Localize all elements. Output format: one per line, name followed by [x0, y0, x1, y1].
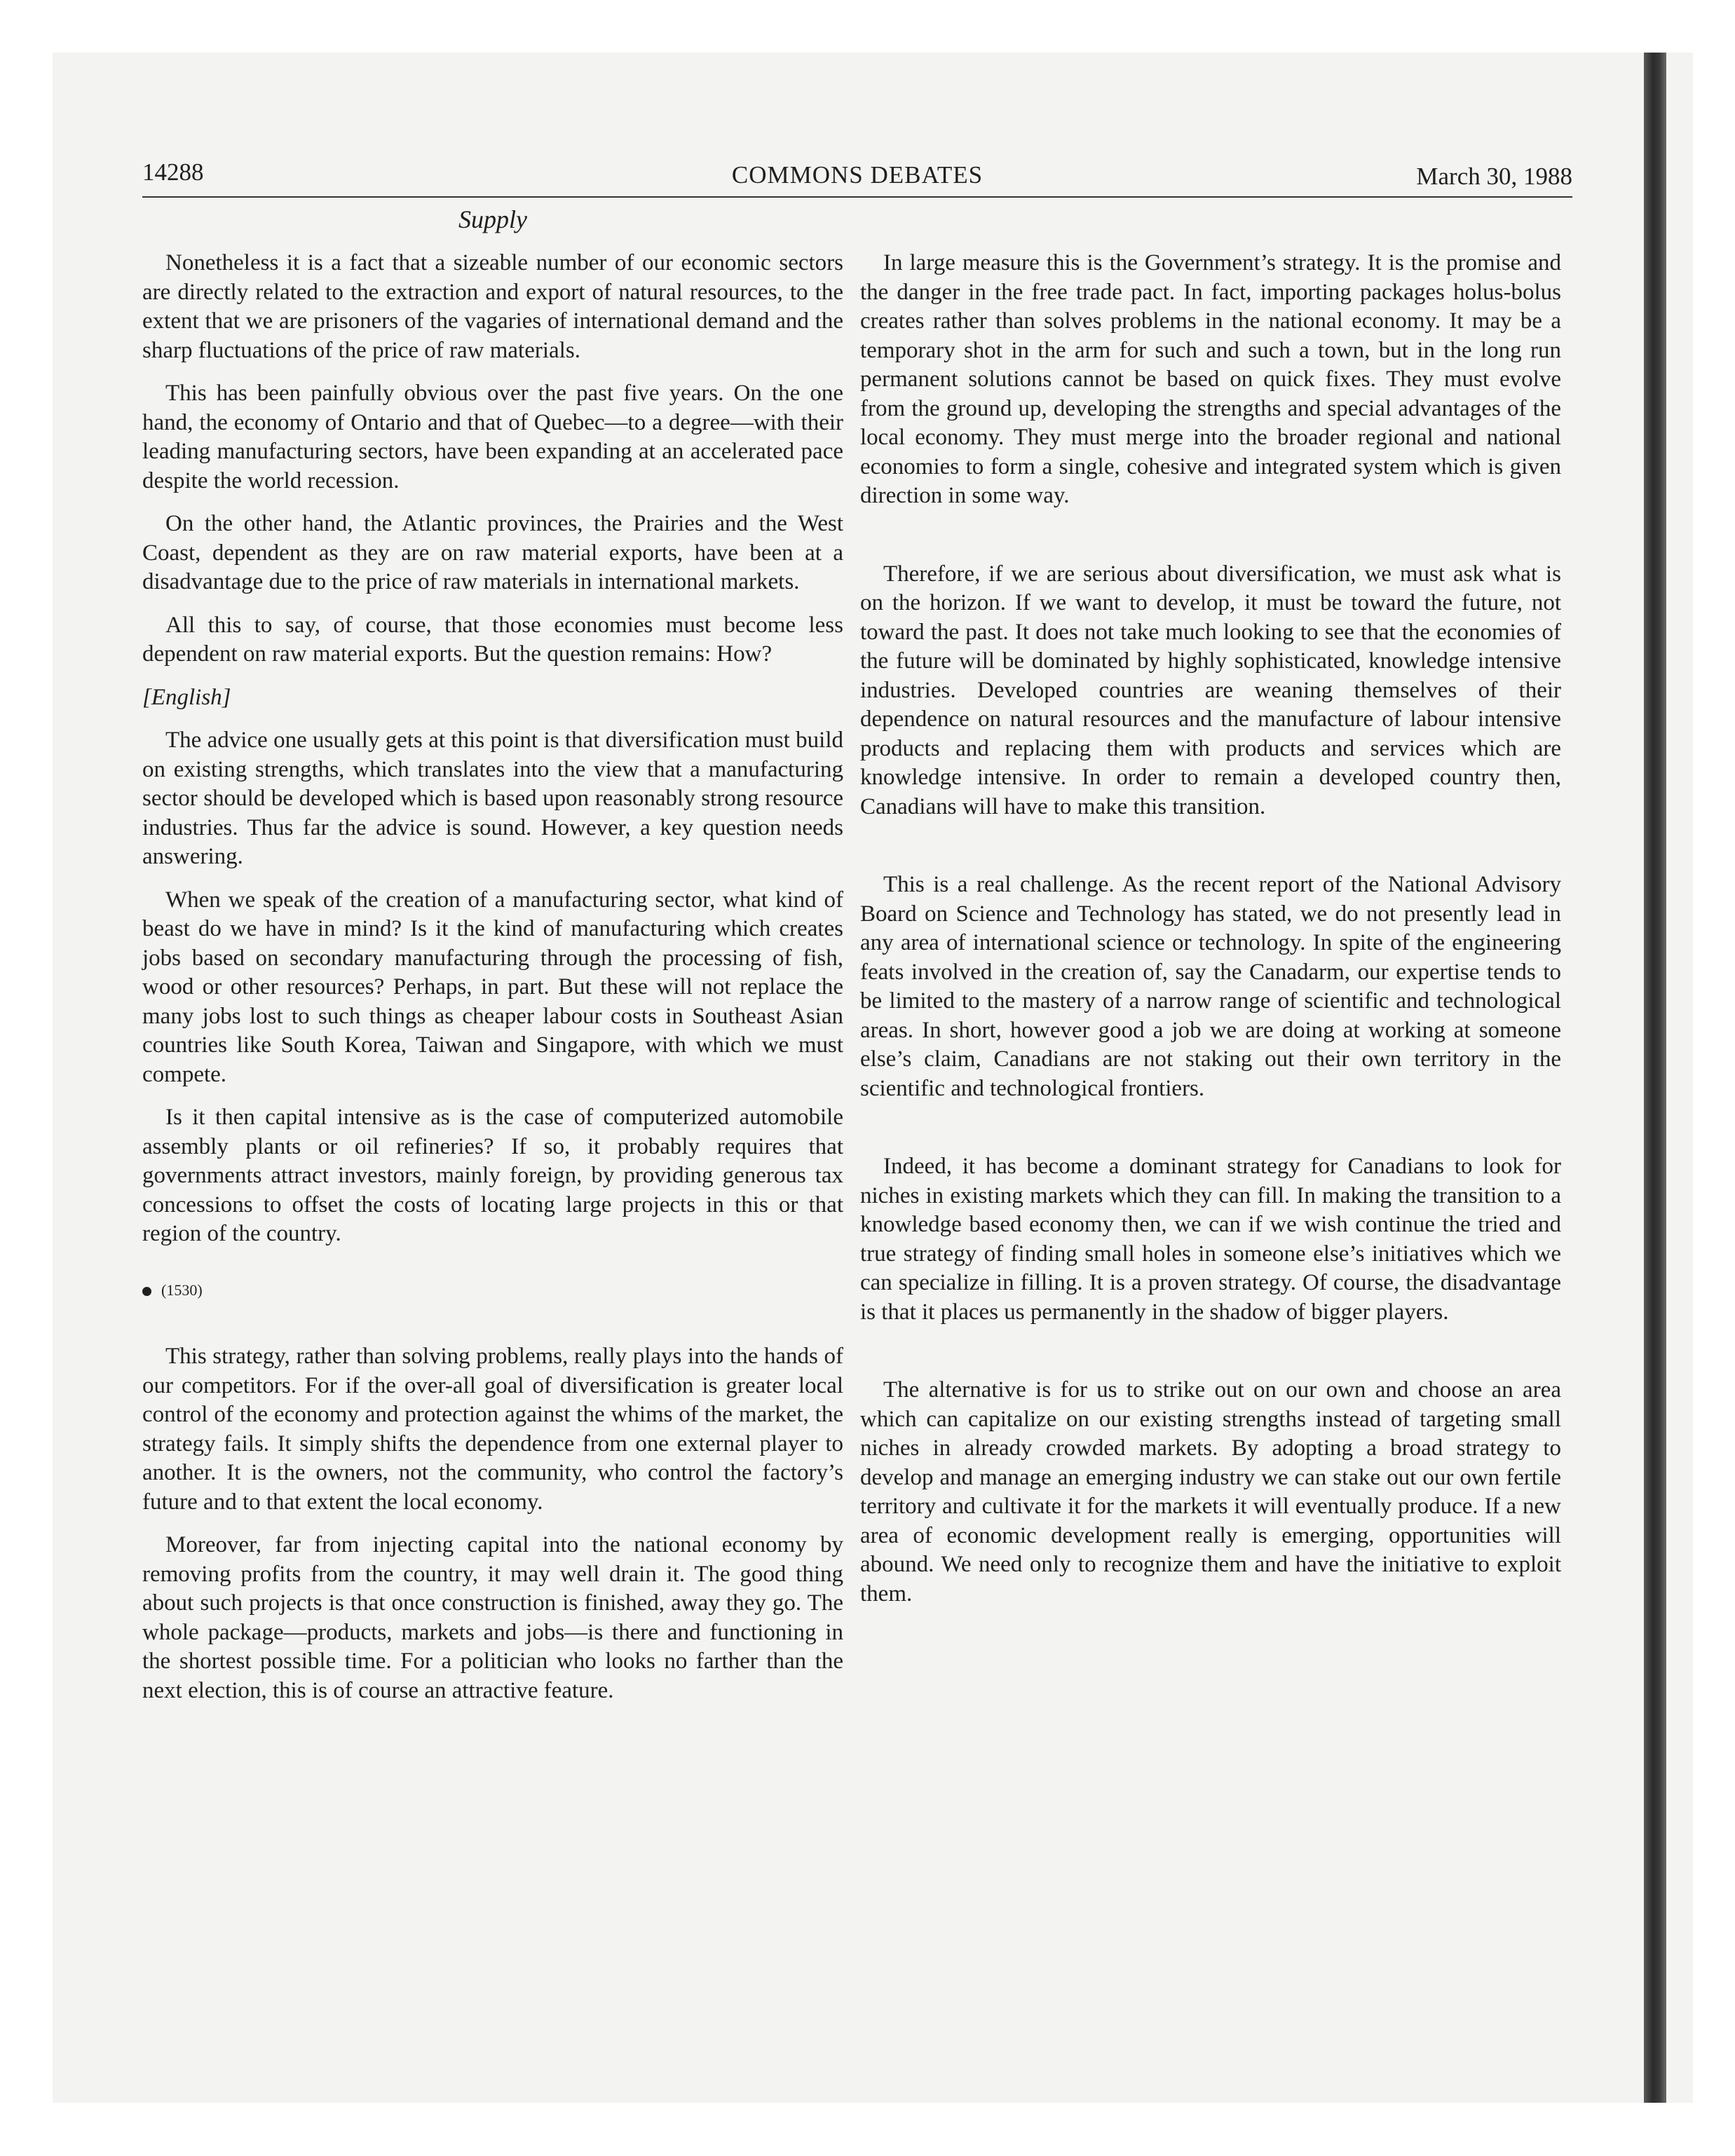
paragraph: Therefore, if we are serious about diversification, we must ask what is on the horizon. If we want to develop, it must be toward the future, not toward the past. It does not take much looking to see that the economies of the future will be dominated by highly sophisticated, knowledge intensive industries. Developed countries are weaning themselves of their dependence on natural resources and the manufacture of labour intensive products and replacing them with products and services which are knowledge intensive. In order to remain a developed country then, Canadians will have to make this transition.: [860, 561, 1561, 819]
paragraph: When we speak of the creation of a manufacturing sector, what kind of beast do we have in mind? Is it the kind of manufacturing which creates jobs based on secondary manufacturing through the processing of fish, wood or other resources? Perhaps, in part. But these will not replace the many jobs lost to such things as cheaper labour costs in Southeast Asian countries like South Korea, Taiwan and Singapore, with which we must compete.: [142, 887, 843, 1087]
debate-date: March 30, 1988: [1416, 163, 1572, 190]
paragraph: The alternative is for us to strike out on our own and choose an area which can capitalize on our existing strengths instead of targeting small niches in already crowded markets. By adopting a broad strategy to develop and manage an emerging industry we can stake out our own fertile territory and cultivate it for the markets it will eventually produce. If a new area of economic development really is emerging, opportunities will abound. We need only to recognize them and have the initiative to exploit them.: [860, 1377, 1561, 1606]
paragraph: Nonetheless it is a fact that a sizeable number of our economic sectors are directly related to the extraction and export of natural resources, to the extent that we are prisoners of the vagaries of international demand and the sharp fluctuations of the price of raw materials.: [142, 250, 843, 363]
paragraph: Indeed, it has become a dominant strategy for Canadians to look for niches in existing markets which they can fill. In making the transition to a knowledge based economy then, we can if we wish continue the tried and true strategy of finding small holes in someone else’s initiatives which we can specialize in filling. It is a proven strategy. Of course, the disadvantage is that it places us permanently in the shadow of bigger players.: [860, 1154, 1561, 1325]
paragraph: On the other hand, the Atlantic provinces, the Prairies and the West Coast, dependent as they are on raw material exports, have been at a disadvantage due to the price of raw materials in international markets.: [142, 511, 843, 594]
paragraph: This has been painfully obvious over the past five years. On the one hand, the economy of Ontario and that of Quebec—to a degree—with their leading manufacturing sectors, have been expanding at an accelerated pace despite the world recession.: [142, 381, 843, 493]
page-header: [142, 154, 1572, 198]
paragraph: All this to say, of course, that those economies must become less dependent on raw material exports. But the question remains: How?: [142, 612, 843, 667]
language-marker: [English]: [142, 684, 231, 710]
paragraph: Is it then capital intensive as is the case of computerized automobile assembly plants or oil refineries? If so, it probably requires that governments attract investors, mainly foreign, by providing generous tax concessions to offset the costs of locating large projects in this or that region of the country.: [142, 1105, 843, 1246]
section-title: Supply: [458, 205, 527, 233]
paragraph: Moreover, far from injecting capital into the national economy by removing profits from the country, it may well drain it. The good thing about such projects is that once construction is finished, away they go. The whole package—products, markets and jobs—is there and functioning in the shortest possible time. For a politician who looks no farther than the next election, this is of course an attractive feature.: [142, 1532, 843, 1703]
paragraph: In large measure this is the Government’s strategy. It is the promise and the danger in the free trade pact. In fact, importing packages holus-bolus creates rather than solves problems in the national economy. It may be a temporary shot in the arm for such and such a town, but in the long run permanent solutions cannot be based on quick fixes. They must evolve from the ground up, developing the strengths and special advantages of the local economy. They must merge into the broader regional and national economies to form a single, cohesive and integrated system which is given direction in some way.: [860, 250, 1561, 508]
left-column: [142, 249, 843, 1719]
scan-binding-edge: [1644, 53, 1666, 2103]
time-marker-text: (1530): [161, 1281, 203, 1299]
publication-title: COMMONS DEBATES: [731, 161, 984, 189]
paragraph: The advice one usually gets at this point is that diversification must build on existing strengths, which translates into the view that a manufacturing sector should be developed which is based upon reasonably strong resource industries. Thus far the advice is sound. However, a key question needs answering.: [142, 728, 843, 869]
paragraph: This is a real challenge. As the recent report of the National Advisory Board on Science and Technology has stated, we do not presently lead in any area of international science or technology. In spite of the engineering feats involved in the creation of, say the Canadarm, our expertise tends to be limited to the mastery of a narrow range of scientific and technological areas. In short, however good a job we are doing at working at someone else’s claim, Canadians are not staking out their own territory in the scientific and technological frontiers.: [860, 872, 1561, 1101]
page-number: 14288: [142, 158, 204, 186]
time-marker: [142, 1276, 843, 1305]
right-column: [860, 249, 1561, 1658]
paragraph: This strategy, rather than solving problems, really plays into the hands of our competitors. For if the over-all goal of diversification is greater local control of the economy and protection against the whims of the market, the strategy fails. It simply shifts the dependence from one external player to another. It is the owners, not the community, who control the factory’s future and to that extent the local economy.: [142, 1344, 843, 1515]
bullet-icon: [142, 1287, 151, 1296]
